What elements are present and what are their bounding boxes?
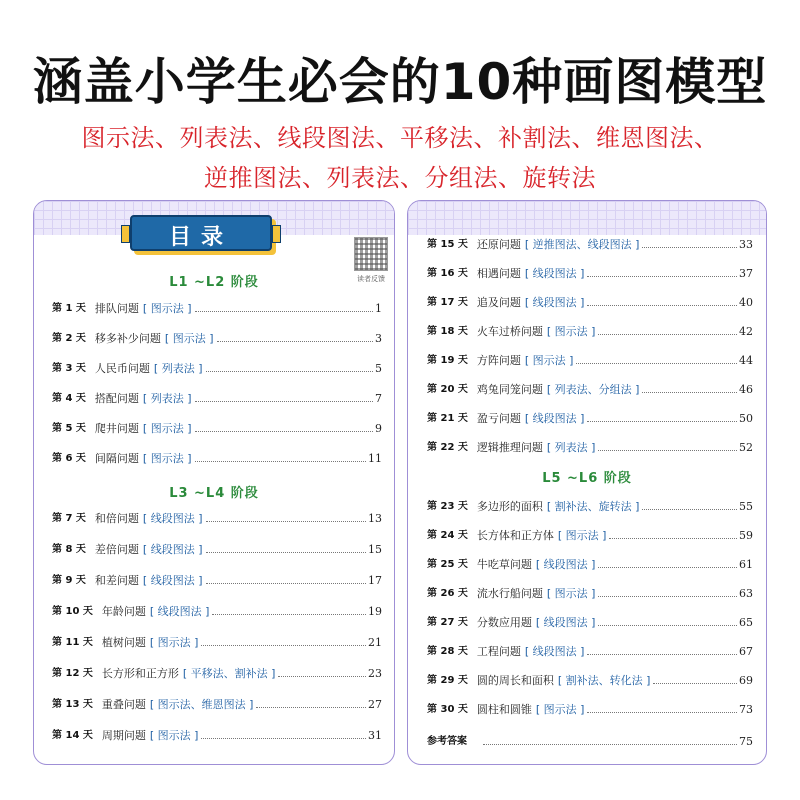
- dot-leader: [587, 654, 737, 655]
- toc-entry[interactable]: [427, 379, 753, 397]
- dot-leader: [278, 676, 366, 677]
- toc-entry-method: [ 图示法 ]: [149, 636, 199, 649]
- toc-entry-topic: 还原问题: [476, 238, 521, 251]
- toc-entry-day: 第 22 天: [427, 442, 468, 453]
- toc-entry-method: [ 图示法 ]: [149, 729, 199, 742]
- toc-entry-topic: 火车过桥问题: [476, 325, 543, 338]
- toc-entry[interactable]: [427, 641, 753, 659]
- toc-entry-day: 第 17 天: [427, 297, 468, 308]
- toc-entry-day: 第 14 天: [52, 730, 93, 741]
- toc-entry[interactable]: [427, 496, 753, 514]
- toc-entry-page: 37: [739, 267, 753, 280]
- dot-leader: [206, 521, 367, 522]
- toc-entry-day: 第 19 天: [427, 355, 468, 366]
- dot-leader: [256, 707, 366, 708]
- toc-entry-method: [ 列表法 ]: [546, 441, 596, 454]
- toc-entry[interactable]: [427, 554, 753, 572]
- toc-entry-topic: 工程问题: [476, 645, 521, 658]
- dot-leader: [201, 645, 366, 646]
- toc-entry-page: 67: [739, 645, 753, 658]
- page-title: 涵盖小学生必会的10种画图模型: [32, 53, 768, 111]
- toc-entry-page: 3: [375, 332, 382, 345]
- toc-entry-day: 第 1 天: [52, 303, 86, 314]
- subtitle-line-2: 逆推图法、列表法、分组法、旋转法: [204, 164, 596, 192]
- dot-leader: [206, 552, 367, 553]
- dot-leader: [576, 363, 737, 364]
- toc-entry-topic: 周期问题: [101, 729, 146, 742]
- dot-leader: [642, 509, 737, 510]
- toc-entry-method: [ 逆推图法、线段图法 ]: [524, 238, 640, 251]
- dot-leader: [609, 538, 737, 539]
- toc-entry[interactable]: [427, 731, 753, 749]
- toc-entry-method: [ 图示法 ]: [142, 302, 192, 315]
- toc-entry-method: [ 线段图法 ]: [535, 616, 596, 629]
- toc-entry-page: 15: [368, 543, 382, 556]
- toc-entry-method: [ 线段图法 ]: [142, 512, 203, 525]
- toc-entry-page: 33: [739, 238, 753, 251]
- toc-entry-page: 61: [739, 558, 753, 571]
- toc-entry-method: [ 图示法 ]: [535, 703, 585, 716]
- badge-tab-left: [121, 225, 130, 243]
- toc-entry-day: 第 12 天: [52, 668, 93, 679]
- toc-badge-label: 目录: [168, 225, 233, 250]
- toc-entry-day: 第 27 天: [427, 617, 468, 628]
- toc-entry-day: 第 4 天: [52, 393, 86, 404]
- toc-entry-topic: 植树问题: [101, 636, 146, 649]
- toc-entry-page: 23: [368, 667, 382, 680]
- toc-entry[interactable]: [52, 632, 382, 650]
- toc-entry-page: 55: [739, 500, 753, 513]
- toc-entry-day: 第 21 天: [427, 413, 468, 424]
- toc-entry-method: [ 图示法 ]: [557, 529, 607, 542]
- toc-entry-page: 73: [739, 703, 753, 716]
- toc-entry[interactable]: [427, 437, 753, 455]
- dot-leader: [598, 450, 737, 451]
- toc-entry-page: 75: [739, 735, 753, 748]
- toc-entry-method: [ 线段图法 ]: [524, 296, 585, 309]
- badge-tab-right: [272, 225, 281, 243]
- toc-entry-topic: 间隔问题: [94, 452, 139, 465]
- toc-entry-day: 第 25 天: [427, 559, 468, 570]
- toc-entry[interactable]: [427, 321, 753, 339]
- toc-entry[interactable]: [52, 298, 382, 316]
- toc-entry[interactable]: [427, 292, 753, 310]
- toc-entry-day: 第 16 天: [427, 268, 468, 279]
- toc-entry-topic: 和差问题: [94, 574, 139, 587]
- toc-entry[interactable]: [52, 448, 382, 466]
- toc-entry[interactable]: [52, 570, 382, 588]
- toc-entry-page: 50: [739, 412, 753, 425]
- toc-entry-method: [ 图示法 ]: [546, 587, 596, 600]
- toc-entry-day: 第 3 天: [52, 363, 86, 374]
- toc-entry-page: 63: [739, 587, 753, 600]
- toc-entry-method: [ 图示法 ]: [546, 325, 596, 338]
- toc-entry-topic: 圆柱和圆锥: [476, 703, 532, 716]
- toc-entry[interactable]: [52, 694, 382, 712]
- toc-entry-method: [ 图示法 ]: [164, 332, 214, 345]
- toc-entry[interactable]: [427, 408, 753, 426]
- toc-entry-method: [ 列表法、分组法 ]: [546, 383, 640, 396]
- toc-entry-page: 44: [739, 354, 753, 367]
- toc-entry-method: [ 线段图法 ]: [149, 605, 210, 618]
- section-heading-l5-l6: L5 ~L6 阶段: [542, 471, 632, 486]
- toc-entry-topic: 圆的周长和面积: [476, 674, 554, 687]
- toc-entry-method: [ 列表法 ]: [142, 392, 192, 405]
- toc-entry-method: [ 图示法 ]: [142, 452, 192, 465]
- section-heading-l1-l2: L1 ~L2 阶段: [169, 275, 259, 290]
- dot-leader: [653, 683, 737, 684]
- toc-entry-day: 第 9 天: [52, 575, 86, 586]
- toc-entry-topic: 和倍问题: [94, 512, 139, 525]
- toc-entry-day: 第 2 天: [52, 333, 86, 344]
- section-heading-l3-l4: L3 ~L4 阶段: [169, 486, 259, 501]
- dot-leader: [212, 614, 366, 615]
- toc-entry-day: 第 5 天: [52, 423, 86, 434]
- dot-leader: [598, 334, 737, 335]
- dot-leader: [195, 401, 374, 402]
- toc-entry-page: 1: [375, 302, 382, 315]
- toc-entry[interactable]: [52, 388, 382, 406]
- toc-entry[interactable]: [427, 670, 753, 688]
- toc-entry-topic: 爬井问题: [94, 422, 139, 435]
- toc-entry-topic: 相遇问题: [476, 267, 521, 280]
- toc-entry-topic: 人民币问题: [94, 362, 150, 375]
- toc-entry-day: 第 8 天: [52, 544, 86, 555]
- toc-entry-method: [ 图示法 ]: [524, 354, 574, 367]
- dot-leader: [598, 567, 737, 568]
- toc-entry-day: 第 6 天: [52, 453, 86, 464]
- toc-entry-topic: 逻辑推理问题: [476, 441, 543, 454]
- toc-entry-method: [ 线段图法 ]: [524, 412, 585, 425]
- toc-entry-topic: 差倍问题: [94, 543, 139, 556]
- toc-entry-page: 17: [368, 574, 382, 587]
- dot-leader: [598, 596, 737, 597]
- toc-entry-day: 第 10 天: [52, 606, 93, 617]
- dot-leader: [195, 431, 374, 432]
- toc-entry[interactable]: [52, 358, 382, 376]
- qr-code-icon: [354, 237, 388, 271]
- toc-entry-day: 第 15 天: [427, 239, 468, 250]
- toc-entry-day: 第 24 天: [427, 530, 468, 541]
- toc-entry-day: 参考答案: [427, 736, 467, 747]
- toc-entry-day: 第 20 天: [427, 384, 468, 395]
- toc-entry[interactable]: [427, 525, 753, 543]
- toc-entry[interactable]: [52, 601, 382, 619]
- toc-entry-page: 19: [368, 605, 382, 618]
- toc-entry-day: 第 30 天: [427, 704, 468, 715]
- toc-entry-method: [ 线段图法 ]: [142, 543, 203, 556]
- toc-entry[interactable]: [52, 539, 382, 557]
- toc-entry-page: 13: [368, 512, 382, 525]
- toc-entry-page: 7: [375, 392, 382, 405]
- toc-entry-topic: 盈亏问题: [476, 412, 521, 425]
- toc-entry-page: 9: [375, 422, 382, 435]
- toc-entry-method: [ 割补法、旋转法 ]: [546, 500, 640, 513]
- toc-entry-day: 第 7 天: [52, 513, 86, 524]
- dot-leader: [598, 625, 737, 626]
- toc-entry[interactable]: [52, 418, 382, 436]
- toc-entry[interactable]: [52, 663, 382, 681]
- qr-code-label: 读者反馈: [357, 275, 385, 283]
- toc-entry-page: 27: [368, 698, 382, 711]
- toc-entry-topic: 排队问题: [94, 302, 139, 315]
- dot-leader: [195, 311, 374, 312]
- dot-leader: [587, 421, 737, 422]
- toc-entry-page: 31: [368, 729, 382, 742]
- dot-leader: [201, 738, 366, 739]
- toc-entry[interactable]: [427, 612, 753, 630]
- toc-entry-method: [ 线段图法 ]: [142, 574, 203, 587]
- dot-leader: [483, 744, 737, 745]
- toc-entry-page: 40: [739, 296, 753, 309]
- toc-entry-day: 第 26 天: [427, 588, 468, 599]
- dot-leader: [217, 341, 374, 342]
- toc-entry-topic: 移多补少问题: [94, 332, 161, 345]
- subtitle-line-1: 图示法、列表法、线段图法、平移法、补割法、维恩图法、: [81, 124, 719, 152]
- toc-entry-topic: 牛吃草问题: [476, 558, 532, 571]
- toc-entry-day: 第 11 天: [52, 637, 93, 648]
- toc-entry-method: [ 线段图法 ]: [524, 267, 585, 280]
- dot-leader: [206, 583, 367, 584]
- toc-entry-page: 59: [739, 529, 753, 542]
- toc-entry-method: [ 图示法、维恩图法 ]: [149, 698, 254, 711]
- toc-entry-page: 65: [739, 616, 753, 629]
- toc-entry-topic: 分数应用题: [476, 616, 532, 629]
- dot-leader: [206, 371, 374, 372]
- toc-entry[interactable]: [427, 234, 753, 252]
- toc-entry-day: 第 18 天: [427, 326, 468, 337]
- toc-entry-page: 21: [368, 636, 382, 649]
- toc-entry[interactable]: [427, 583, 753, 601]
- dot-leader: [642, 247, 737, 248]
- dot-leader: [195, 461, 367, 462]
- toc-entry-topic: 追及问题: [476, 296, 521, 309]
- toc-entry-page: 46: [739, 383, 753, 396]
- toc-entry-method: [ 平移法、割补法 ]: [182, 667, 276, 680]
- toc-entry-topic: 鸡兔同笼问题: [476, 383, 543, 396]
- toc-entry[interactable]: [52, 725, 382, 743]
- toc-entry-method: [ 列表法 ]: [153, 362, 203, 375]
- toc-entry-topic: 年龄问题: [101, 605, 146, 618]
- toc-entry-topic: 搭配问题: [94, 392, 139, 405]
- dot-leader: [587, 276, 737, 277]
- dot-leader: [587, 305, 737, 306]
- toc-entry[interactable]: [52, 328, 382, 346]
- dot-leader: [642, 392, 737, 393]
- toc-entry-method: [ 割补法、转化法 ]: [557, 674, 651, 687]
- toc-entry-day: 第 28 天: [427, 646, 468, 657]
- toc-entry-page: 5: [375, 362, 382, 375]
- toc-entry-day: 第 23 天: [427, 501, 468, 512]
- toc-entry-method: [ 线段图法 ]: [535, 558, 596, 571]
- toc-entry[interactable]: [52, 508, 382, 526]
- toc-entry-topic: 重叠问题: [101, 698, 146, 711]
- toc-entry-topic: 多边形的面积: [476, 500, 543, 513]
- toc-entry[interactable]: [427, 350, 753, 368]
- toc-entry-method: [ 图示法 ]: [142, 422, 192, 435]
- toc-entry-page: 11: [368, 452, 382, 465]
- toc-entry-topic: 流水行船问题: [476, 587, 543, 600]
- toc-badge: [130, 215, 272, 251]
- toc-entry-topic: 长方形和正方形: [101, 667, 179, 680]
- toc-entry-method: [ 线段图法 ]: [524, 645, 585, 658]
- grid-pattern: [408, 201, 766, 235]
- toc-entry-topic: 方阵问题: [476, 354, 521, 367]
- dot-leader: [587, 712, 737, 713]
- toc-entry-page: 69: [739, 674, 753, 687]
- toc-entry[interactable]: [427, 699, 753, 717]
- toc-entry-day: 第 13 天: [52, 699, 93, 710]
- toc-entry-page: 52: [739, 441, 753, 454]
- toc-entry[interactable]: [427, 263, 753, 281]
- toc-entry-day: 第 29 天: [427, 675, 468, 686]
- toc-entry-page: 42: [739, 325, 753, 338]
- toc-entry-topic: 长方体和正方体: [476, 529, 554, 542]
